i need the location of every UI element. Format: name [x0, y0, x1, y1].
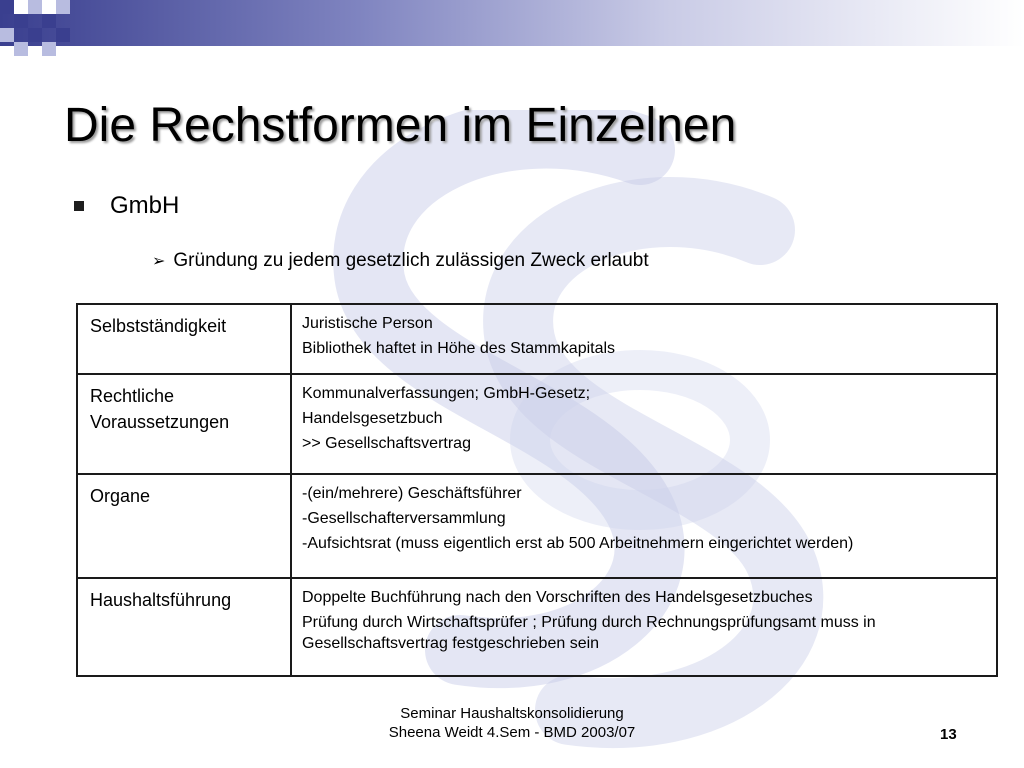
value-line: Kommunalverfassungen; GmbH-Gesetz;	[302, 385, 591, 402]
row-value	[291, 578, 997, 676]
bullet-gmbh	[74, 192, 179, 220]
gmbh-info-table	[76, 303, 998, 677]
footer	[0, 704, 1024, 742]
value-line: Bibliothek haftet in Höhe des Stammkapitals	[302, 340, 616, 357]
table-row	[77, 304, 997, 374]
footer-line-1: Seminar Haushaltskonsolidierung	[400, 705, 624, 722]
decorative-squares	[0, 0, 90, 70]
row-label: Organe	[77, 474, 291, 578]
value-line: -(ein/mehrere) Geschäftsführer	[302, 485, 522, 502]
value-line: -Aufsichtsrat (muss eigentlich erst ab 500 Arbeitnehmern eingerichtet werden)	[302, 535, 854, 552]
page-number: 13	[940, 726, 957, 743]
row-value	[291, 374, 997, 474]
value-line: Prüfung durch Wirtschaftsprüfer ; Prüfung durch Rechnungsprüfungsamt muss in Gesellschaftsvertrag festgeschrieben sein	[302, 614, 876, 652]
row-label: Selbstständigkeit	[77, 304, 291, 374]
value-line: Juristische Person	[302, 315, 433, 332]
footer-line-2: Sheena Weidt 4.Sem - BMD 2003/07	[388, 724, 636, 741]
value-line: >> Gesellschaftsvertrag	[302, 435, 471, 452]
bullet-text: GmbH	[110, 192, 180, 219]
row-value	[291, 304, 997, 374]
value-line: Doppelte Buchführung nach den Vorschriften des Handelsgesetzbuches	[302, 589, 813, 606]
row-value	[291, 474, 997, 578]
row-label: Rechtliche Voraussetzungen	[77, 374, 291, 474]
slide-title: Die Rechstformen im Einzelnen	[64, 99, 737, 152]
value-line: Handelsgesetzbuch	[302, 410, 443, 427]
table-row	[77, 474, 997, 578]
table-row	[77, 578, 997, 676]
square-bullet-icon	[74, 201, 84, 211]
arrow-bullet-icon: ➢	[152, 253, 166, 270]
row-label: Haushaltsführung	[77, 578, 291, 676]
sub-bullet	[152, 250, 649, 272]
sub-bullet-text: Gründung zu jedem gesetzlich zulässigen Zweck erlaubt	[173, 250, 649, 271]
table-row	[77, 374, 997, 474]
header-gradient-bar	[0, 0, 1024, 46]
value-line: -Gesellschafterversammlung	[302, 510, 506, 527]
